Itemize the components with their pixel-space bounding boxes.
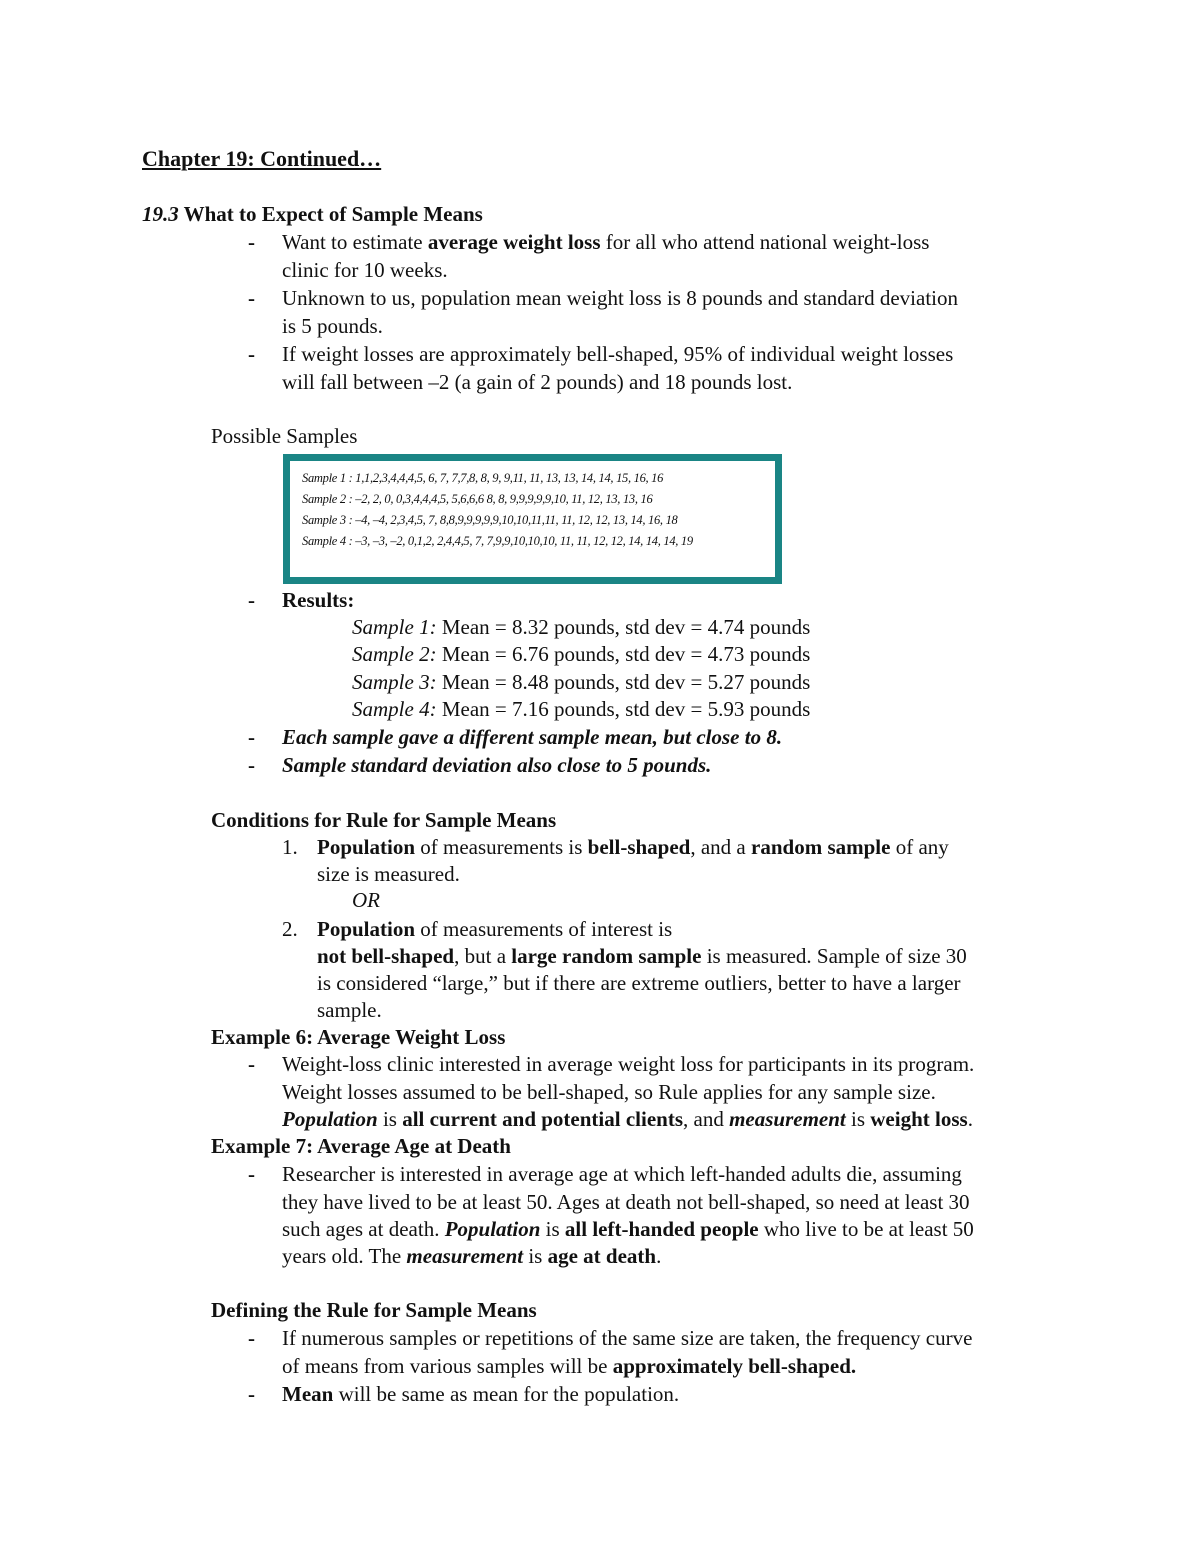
text: is measured. Sample of size 30 [701,944,967,968]
example-7-line-2: they have lived to be at least 50. Ages at death not bell-shaped, so need at least 30 [282,1190,970,1214]
condition-2-line-4: sample. [317,998,382,1022]
conditions-heading: Conditions for Rule for Sample Means [211,808,557,832]
bold-text: Population [317,835,416,859]
sample-line-1: Sample 1 : 1,1,2,3,4,4,4,5, 6, 7, 7,7,8, 8, 9, 9,11, 11, 13, 13, 14, 14, 15, 16, 16 [302,471,664,485]
condition-1-line-1 [317,834,949,861]
bold-text: all current and potential clients [402,1107,683,1131]
defining-bullet-1-line-1: If numerous samples or repetitions of the same size are taken, the frequency curve [282,1326,973,1350]
text: will be same as mean for the population. [333,1382,680,1406]
intro-bullet-3-line-1: If weight losses are approximately bell-shaped, 95% of individual weight losses [282,342,954,366]
bold-text: random sample [751,835,891,859]
possible-samples-label: Possible Samples [211,424,358,448]
section-title: What to Expect of Sample Means [178,202,483,226]
result-row-4 [352,696,810,723]
result-row-2 [352,641,810,668]
text: is [523,1244,548,1268]
bullet-dash: - [248,1382,255,1406]
result-sample-name: Sample 3: [352,670,437,694]
result-values: Mean = 8.48 pounds, std dev = 5.27 pounds [436,670,811,694]
example-7-line-3 [282,1216,974,1243]
bullet-dash: - [248,1162,255,1186]
condition-2-number: 2. [282,917,298,941]
example-6-line-1: Weight-loss clinic interested in average weight loss for participants in its program. [282,1052,975,1076]
results-label: Results: [282,588,355,612]
bold-text: age at death [547,1244,657,1268]
sample-line-3: Sample 3 : –4, –4, 2,3,4,5, 7, 8,8,9,9,9,9,9,10,10,11,11, 11, 12, 12, 13, 14, 16, 18 [302,513,678,527]
section-number: 19.3 [142,202,179,226]
text: , and a [690,835,752,859]
bold-text: Population [317,917,416,941]
bullet-dash: - [248,725,255,749]
intro-bullet-2-line-1: Unknown to us, population mean weight loss is 8 pounds and standard deviation [282,286,959,310]
result-values: Mean = 6.76 pounds, std dev = 4.73 pounds [436,642,811,666]
text: is [377,1107,403,1131]
example-6-line-3 [282,1106,973,1133]
results-note-2: Sample standard deviation also close to 5 pounds. [282,753,712,777]
bold-text: average weight loss [427,230,601,254]
text: of measurements of interest is [415,917,673,941]
bold-text: Mean [282,1382,334,1406]
condition-or: OR [352,888,380,912]
example-6-line-2: Weight losses assumed to be bell-shaped, so Rule applies for any sample size. [282,1080,936,1104]
samples-box [283,454,782,584]
bullet-dash: - [248,230,255,254]
text: is [845,1107,871,1131]
bold-text: bell-shaped [587,835,691,859]
text: of means from various samples will be [282,1354,613,1378]
bullet-dash: - [248,753,255,777]
text: , and [683,1107,730,1131]
sample-line-4: Sample 4 : –3, –3, –2, 0,1,2, 2,4,4,5, 7, 7,9,9,10,10,10, 11, 11, 12, 12, 14, 14, 14, 19 [302,534,693,548]
text: who live to be at least 50 [758,1217,974,1241]
bold-text: weight loss [870,1107,968,1131]
example-6-heading: Example 6: Average Weight Loss [211,1025,506,1049]
result-row-1 [352,614,810,641]
text: of any [890,835,949,859]
intro-bullet-1-line-1 [282,229,929,256]
bold-italic-text: measurement [729,1107,846,1131]
text: . [967,1107,973,1131]
text: for all who attend national weight-loss [600,230,930,254]
bold-text: large random sample [511,944,702,968]
defining-bullet-1-line-2 [282,1353,856,1380]
bullet-dash: - [248,588,255,612]
bold-italic-text: Population [444,1217,541,1241]
bullet-dash: - [248,286,255,310]
result-values: Mean = 7.16 pounds, std dev = 5.93 pounds [436,697,811,721]
result-values: Mean = 8.32 pounds, std dev = 4.74 pounds [436,615,811,639]
example-7-heading: Example 7: Average Age at Death [211,1134,511,1158]
condition-1-line-2: size is measured. [317,862,460,886]
text: of measurements is [415,835,588,859]
sample-line-2: Sample 2 : –2, 2, 0, 0,3,4,4,4,5, 5,6,6,6 8, 8, 9,9,9,9,9,10, 11, 12, 13, 13, 16 [302,492,653,506]
bold-text: approximately bell-shaped. [612,1354,857,1378]
text: is [540,1217,565,1241]
bold-text: all left-handed people [564,1217,759,1241]
bullet-dash: - [248,342,255,366]
condition-2-line-1 [317,916,672,943]
results-note-1: Each sample gave a different sample mean, but close to 8. [282,725,783,749]
intro-bullet-1-line-2: clinic for 10 weeks. [282,258,448,282]
result-sample-name: Sample 4: [352,697,437,721]
text: Want to estimate [282,230,428,254]
text: . [656,1244,662,1268]
example-7-line-1: Researcher is interested in average age at which left-handed adults die, assuming [282,1162,962,1186]
chapter-title: Chapter 19: Continued… [142,146,382,171]
condition-1-number: 1. [282,835,298,859]
text: , but a [454,944,512,968]
text: such ages at death. [282,1217,445,1241]
condition-2-line-2 [317,943,967,970]
intro-bullet-2-line-2: is 5 pounds. [282,314,383,338]
defining-heading: Defining the Rule for Sample Means [211,1298,537,1322]
example-7-line-4 [282,1243,661,1270]
bold-text: not bell-shaped [317,944,455,968]
result-sample-name: Sample 1: [352,615,437,639]
section-heading [142,201,483,228]
intro-bullet-3-line-2: will fall between –2 (a gain of 2 pounds) and 18 pounds lost. [282,370,793,394]
bold-italic-text: Population [282,1107,378,1131]
condition-2-line-3: is considered “large,” but if there are extreme outliers, better to have a larger [317,971,961,995]
result-sample-name: Sample 2: [352,642,437,666]
bold-italic-text: measurement [406,1244,524,1268]
bullet-dash: - [248,1326,255,1350]
result-row-3 [352,669,810,696]
defining-bullet-2 [282,1381,679,1408]
bullet-dash: - [248,1052,255,1076]
text: years old. The [282,1244,407,1268]
